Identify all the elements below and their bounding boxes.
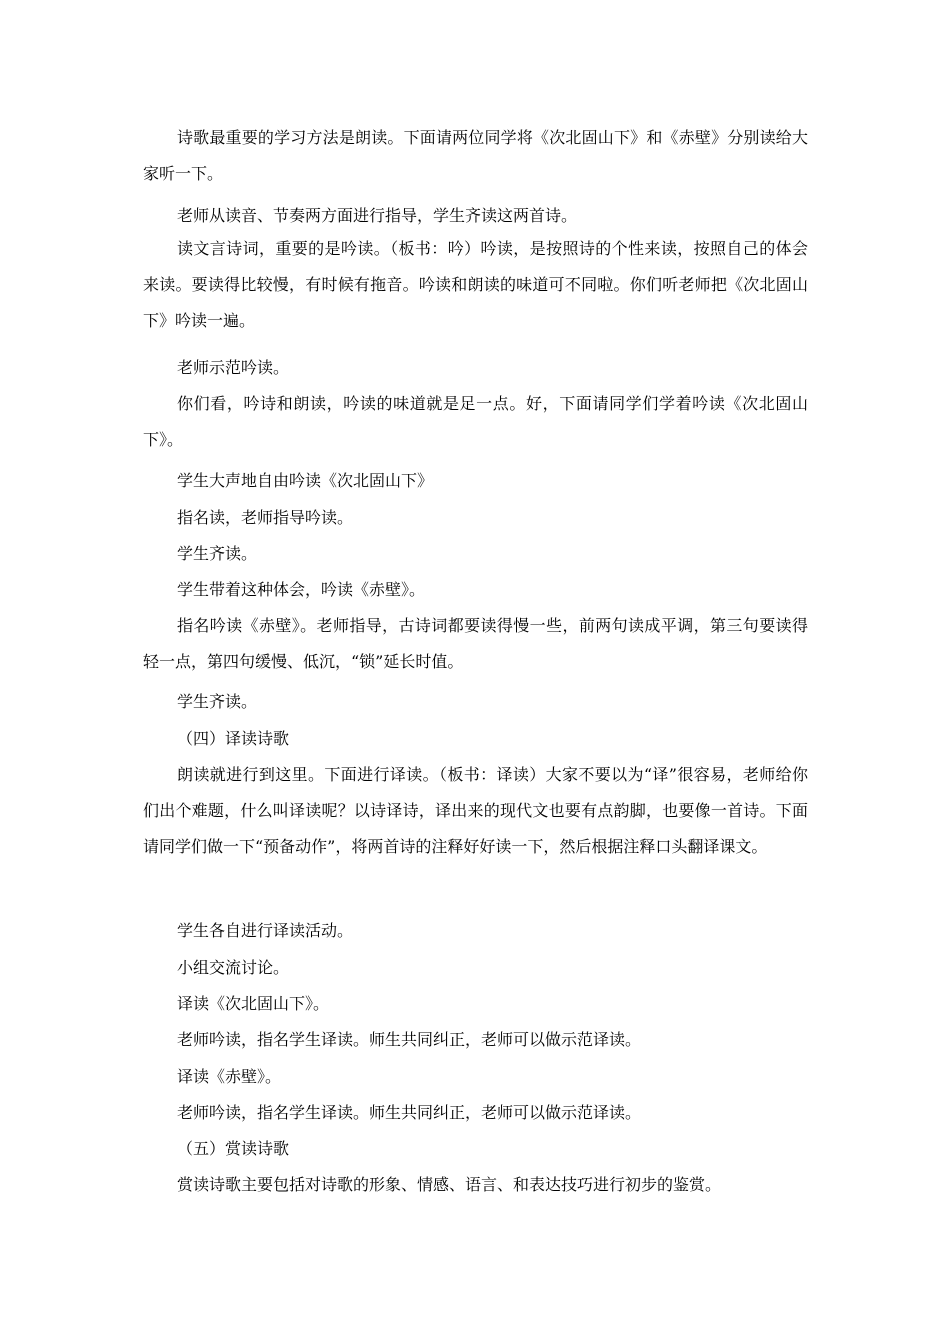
paragraph: 朗读就进行到这里。下面进行译读。（板书：译读）大家不要以为“译”很容易，老师给你们出个难题，什么叫译读呢？以诗译诗，译出来的现代文也要有点韵脚，也要像一首诗。下面请同学们做一下“预备动作”，将两首诗的注释好好读一下，然后根据注释口头翻译课文。	[143, 765, 808, 856]
paragraph: 指名吟读《赤壁》。老师指导，古诗词都要读得慢一些，前两句读成平调，第三句要读得轻一点，第四句缓慢、低沉，“锁”延长时值。	[143, 616, 808, 671]
paragraph: 老师示范吟读。	[177, 358, 290, 377]
paragraph: 学生带着这种体会，吟读《赤壁》。	[177, 580, 426, 599]
paragraph: 老师吟读，指名学生译读。师生共同纠正，老师可以做示范译读。	[177, 1030, 642, 1049]
paragraph: 老师吟读，指名学生译读。师生共同纠正，老师可以做示范译读。	[177, 1103, 642, 1122]
section-heading: （四）译读诗歌	[177, 729, 290, 748]
paragraph: 学生大声地自由吟读《次北固山下》	[177, 471, 434, 490]
paragraph: 你们看，吟诗和朗读，吟读的味道就是足一点。好，下面请同学们学着吟读《次北固山下》。	[143, 394, 808, 449]
paragraph: 学生齐读。	[177, 692, 258, 711]
paragraph: 小组交流讨论。	[177, 958, 290, 977]
paragraph: 老师从读音、节奏两方面进行指导，学生齐读这两首诗。	[177, 206, 578, 225]
paragraph: 学生各自进行译读活动。	[177, 921, 354, 940]
paragraph: 诗歌最重要的学习方法是朗读。下面请两位同学将《次北固山下》和《赤壁》分别读给大家听一下。	[143, 128, 808, 183]
paragraph: 学生齐读。	[177, 544, 258, 563]
paragraph: 译读《次北固山下》。	[177, 994, 330, 1013]
paragraph: 译读《赤壁》。	[177, 1067, 282, 1086]
paragraph: 赏读诗歌主要包括对诗歌的形象、情感、语言、和表达技巧进行初步的鉴赏。	[177, 1175, 722, 1194]
paragraph: 指名读，老师指导吟读。	[177, 508, 354, 527]
paragraph: 读文言诗词，重要的是吟读。（板书：吟）吟读，是按照诗的个性来读，按照自己的体会来读。要读得比较慢，有时候有拖音。吟读和朗读的味道可不同啦。你们听老师把《次北固山下》吟读一遍。	[143, 239, 808, 330]
section-heading: （五）赏读诗歌	[177, 1139, 290, 1158]
